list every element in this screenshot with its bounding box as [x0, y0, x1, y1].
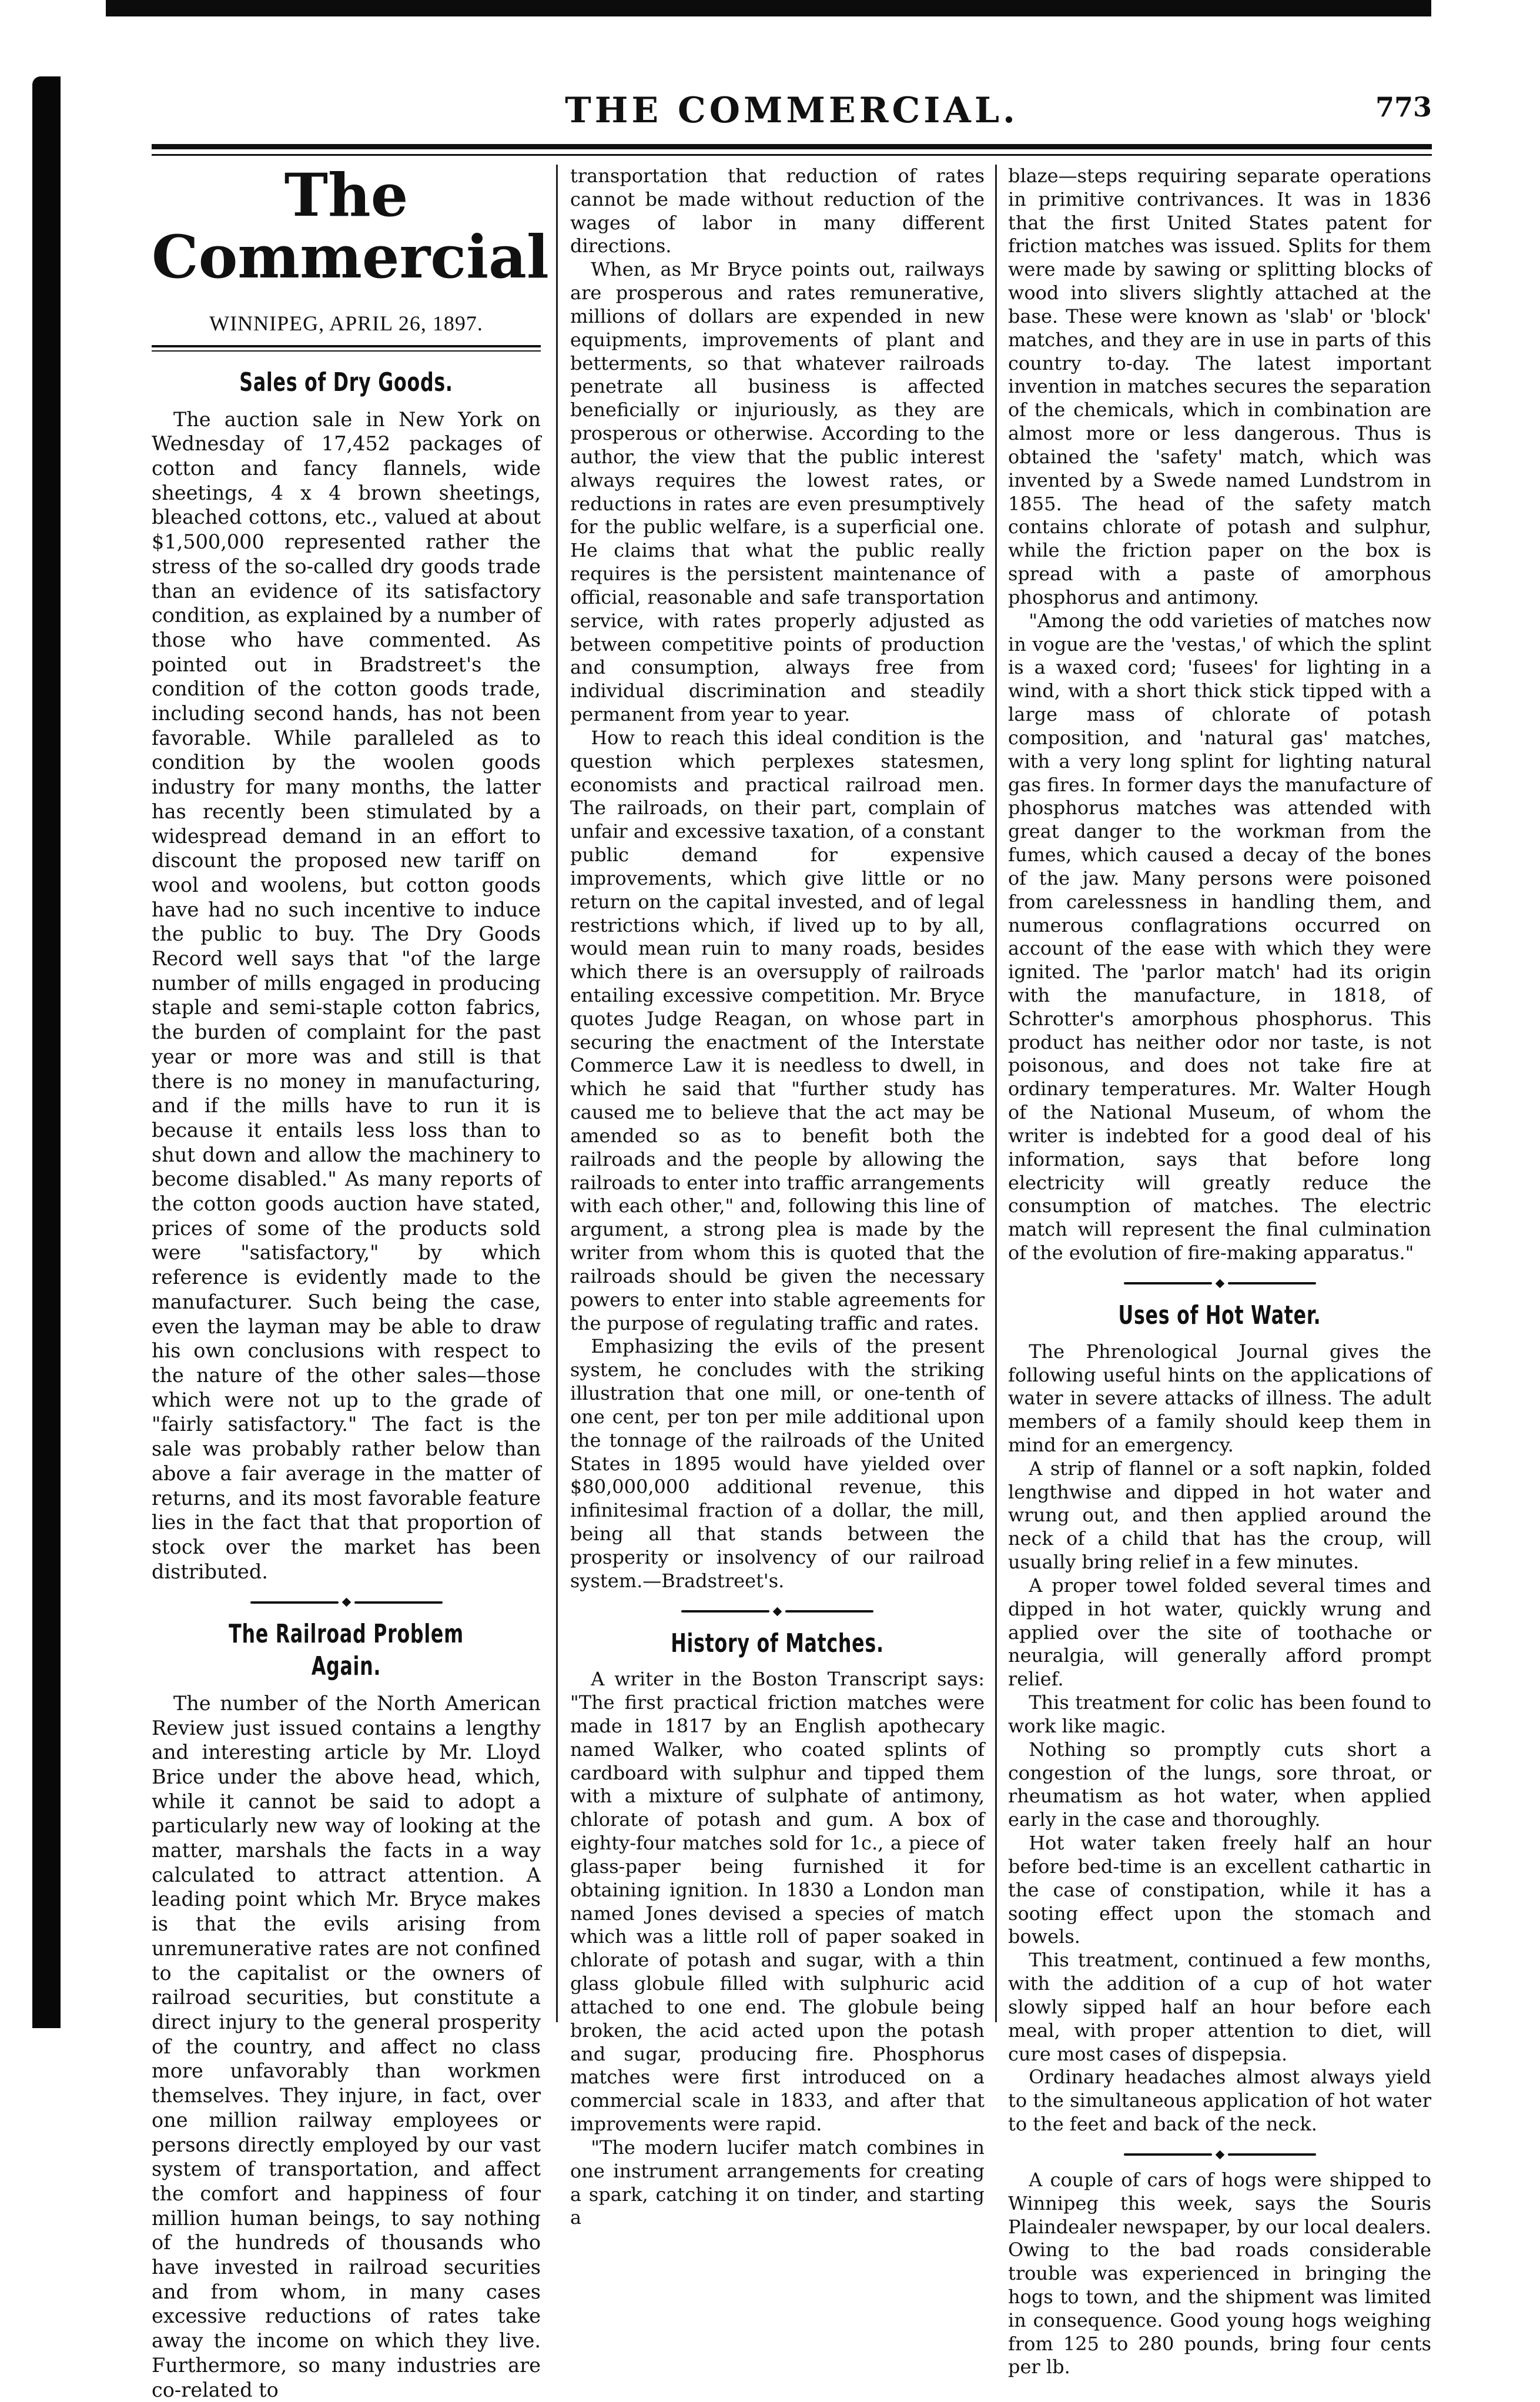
binding-shadow: [32, 76, 61, 2028]
page-number: 773: [1375, 91, 1432, 123]
dateline: WINNIPEG, APRIL 26, 1897.: [209, 312, 483, 335]
article-paragraph: A writer in the Boston Transcript says: "The first practical friction matches were made in 1817 by an English apothecary named Walker, who coated splints of cardboard with sulphur and tipped them with a mixture of sulphate of antimony, chlorate of potash and gum. A box of eighty-four matches sold for 1c., a piece of glass-paper being furnished it for obtaining ignition. In 1830 a London man named Jones devised a species of match which was a little roll of paper soaked in chlorate of potash and sugar, with a thin glass globule filled with sulphuric acid attached to one end. The globule being broken, the acid acted upon the potash and sugar, producing fire. Phosphorus matches were first introduced on a commercial scale in 1833, and after that improvements were rapid.: [570, 1668, 985, 2136]
article-paragraph: A proper towel folded several times and dipped in hot water, quickly wrung and applied over the site of toothache or neuralgia, will generally afford prompt relief.: [1008, 1574, 1431, 1691]
article-paragraph: "Among the odd varieties of matches now in vogue are the 'vestas,' of which the splint is a waxed cord; 'fusees' for lighting in a wind, with a short thick stick tipped with a large mass of chlorate of potash composition, and 'natural gas' matches, with a very long splint for lighting natural gas fires. In former days the manufacture of phosphorus matches was attended with great danger to the workman from the fumes, which caused a decay of the bones of the jaw. Many persons were poisoned from carelessness in handling them, and numerous conflagrations occurred on account of the ease with which they were ignited. The 'parlor match' had its origin with the manufacture, in 1818, of Schrotter's amorphous phosphorus. This product has neither odor nor taste, is not poisonous, and does not take fire at ordinary temperatures. Mr. Walter Hough of the National Museum, of whom the writer is indebted for a good deal of his information, says that before long electricity will greatly reduce the consumption of matches. The electric match will represent the final culmination of the evolution of fire-making apparatus.": [1008, 609, 1431, 1264]
section-divider: [1008, 1280, 1431, 1287]
article-paragraph: This treatment, continued a few months, with the addition of a cup of hot water slowly sipped half an hour before each meal, with proper attention to diet, will cure most cases of dispepsia.: [1008, 1949, 1431, 2065]
article-body-railroad-part1: The number of the North American Review just issued contains a lengthy and interesting article by Mr. Lloyd Brice under the above head, which, while it cannot be said to adopt a particularly new way of looking at the matter, marshals the facts in a way calculated to attract attention. A leading point which Mr. Bryce makes is that the evils arising from unremunerative rates are not confined to the capitalist or the owners of railroad securities, but constitute a direct injury to the general prosperity of the country, and affect no class more unfavorably than workmen themselves. They injure, in fact, over one million railway employees or persons directly employed by our vast system of transportation, and affect the comfort and happiness of four million human beings, to say nothing of the hundreds of thousands who have invested in railroad securities and from whom, in many cases excessive reductions of rates take away the income on which they live. Furthermore, so many industries are co-related to: [152, 1691, 541, 2401]
article-body-dry-goods: The auction sale in New York on Wednesday of 17,452 packages of cotton and fancy flannels, wide sheetings, 4 x 4 brown sheetings, bleached cottons, etc., valued at about $1,500,000 represented rather the stress of the so-called dry goods trade than an evidence of its satisfactory condition, as explained by a number of those who have commented. As pointed out in Bradstreet's the condition of the cotton goods trade, including second hands, has not been favorable. While paralleled as to condition by the woolen goods industry for many months, the latter has recently been stimulated by a widespread demand in an effort to discount the proposed new tariff on wool and woolens, but cotton goods have had no such incentive to induce the public to buy. The Dry Goods Record well says that "of the large number of mills engaged in producing staple and semi-staple cotton fabrics, the burden of complaint for the past year or more was and still is that there is no money in manufacturing, and if the mills have to run it is because it entails less loss than to shut down and allow the machinery to become disabled." As many reports of the cotton goods auction have stated, prices of some of the products sold were "satisfactory," by which reference is evidently made to the manufacturer. Such being the case, even the layman may be able to draw his own conclusions with respect to the nature of the other sales—those which were not up to the grade of "fairly satisfactory." The fact is the sale was probably rather below than above a fair average in the matter of returns, and its most favorable feature lies in the fact that that proportion of stock over the market has been distributed.: [152, 407, 541, 1583]
article-heading-dry-goods: Sales of Dry Goods.: [239, 367, 453, 397]
article-paragraph: When, as Mr Bryce points out, railways are prosperous and rates remunerative, millions of dollars are expended in new equipments, improvements of plant and betterments, so that whatever railroads penetrate all business is affected beneficially or injuriously, as they are prosperous or otherwise. According to the author, the view that the public interest always requires the lowest rates, or reductions in rates are even presumptively for the public welfare, is a superficial one. He claims that what the public really requires is the persistent maintenance of official, reasonable and safe transportation service, with rates properly adjusted as between competitive points of production and consumption, always free from individual discrimination and steadily permanent from year to year.: [570, 258, 985, 726]
column-rule: [556, 165, 558, 2022]
article-body-matches-continued: blaze—steps requiring separate operations in primitive contrivances. It was in 1836 that the first United States patent for friction matches was issued. Splits for them were made by sawing or splitting blocks of wood into slivers slightly attached at the base. These were known as 'slab' or 'block' matches, and they are in use in parts of this country to-day. The latest important invention in matches secures the separation of the chemicals, which in combination are almost more or less dangerous. Thus is obtained the 'safety' match, which was invented by a Swede named Lundstrom in 1855. The head of the safety match contains chlorate of potash and sulphur, while the friction paper on the box is spread with a paste of amorphous phosphorus and antimony.: [1008, 165, 1431, 608]
article-paragraph: This treatment for colic has been found to work like magic.: [1008, 1691, 1431, 1737]
article-paragraph: How to reach this ideal condition is the question which perplexes statesmen, economists and practical railroad men. The railroads, on their part, complain of unfair and excessive taxation, of a constant public demand for expensive improvements, which give little or no return on the capital invested, and of legal restrictions which, if lived up to by all, would mean ruin to many roads, besides which there is an oversupply of railroads entailing excessive competition. Mr. Bryce quotes Judge Reagan, on whose part in securing the enactment of the Interstate Commerce Law it is needless to dwell, in which he said that "further study has caused me to believe that the act may be amended so as to benefit both the railroads and the people by allowing the railroads to enter into traffic arrangements with each other," and, following this line of argument, a strong plea is made by the writer from whom this is quoted that the railroads should be given the necessary powers to enter into stable agreements for the purpose of regulating traffic and rates.: [570, 726, 985, 1334]
article-heading-hot-water: Uses of Hot Water.: [1118, 1300, 1321, 1330]
column-2: [570, 165, 985, 2229]
column-1: [152, 160, 549, 2401]
column-3: [1008, 165, 1431, 2378]
article-paragraph: Nothing so promptly cuts short a congestion of the lungs, sore throat, or rheumatism as hot water, when applied early in the case and thoroughly.: [1008, 1738, 1431, 1831]
article-paragraph: Emphasizing the evils of the present system, he concludes with the striking illustration that one mill, or one-tenth of one cent, per ton per mile additional upon the tonnage of the railroads of the United States in 1895 would have yielded over $80,000,000 additional revenue, this infinitesimal fraction of a dollar, the mill, being all that stands between the prosperity or insolvency of our railroad system.—Bradstreet's.: [570, 1335, 985, 1592]
section-divider: [570, 1608, 985, 1615]
scan-edge-bar: [106, 0, 1431, 16]
running-title: THE COMMERCIAL.: [565, 90, 1019, 131]
section-divider: [1008, 2152, 1431, 2158]
section-divider: [152, 1599, 541, 1605]
column-rule: [995, 165, 997, 2022]
article-paragraph: The Phrenological Journal gives the following useful hints on the applications of water in severe attacks of illness. The adult members of a family should keep them in mind for an emergency.: [1008, 1340, 1431, 1456]
article-heading-matches: History of Matches.: [671, 1628, 884, 1658]
page-header: [152, 91, 1432, 131]
article-body-hogs: A couple of cars of hogs were shipped to Winnipeg this week, says the Souris Plaindealer newspaper, by our local dealers. Owing to the bad roads considerable trouble was experienced in bringing the hogs to town, and the shipment was limited in consequence. Good young hogs weighing from 125 to 280 pounds, bring four cents per lb.: [1008, 2168, 1431, 2378]
header-rule-thin: [152, 154, 1432, 156]
article-paragraph: "The modern lucifer match combines in one instrument arrangements for creating a spark, catching it on tinder, and starting a: [570, 2136, 985, 2229]
masthead-title: The Commercial: [152, 160, 549, 292]
article-body-railroad-part2: transportation that reduction of rates cannot be made without reduction of the wages of labor in many different directions.: [570, 165, 985, 257]
article-paragraph: Ordinary headaches almost always yield to the simultaneous application of hot water to the feet and back of the neck.: [1008, 2066, 1431, 2136]
article-paragraph: A strip of flannel or a soft napkin, folded lengthwise and dipped in hot water and wrung out, and then applied around the neck of a child that has the croup, will usually bring relief in a few minutes.: [1008, 1457, 1431, 1574]
article-heading-railroad: The Railroad Problem Again.: [229, 1619, 464, 1682]
masthead-rule: [152, 345, 541, 352]
article-paragraph: Hot water taken freely half an hour before bed-time is an excellent cathartic in the case of constipation, while it has a sooting effect upon the stomach and bowels.: [1008, 1832, 1431, 1948]
header-rule: [152, 144, 1432, 149]
